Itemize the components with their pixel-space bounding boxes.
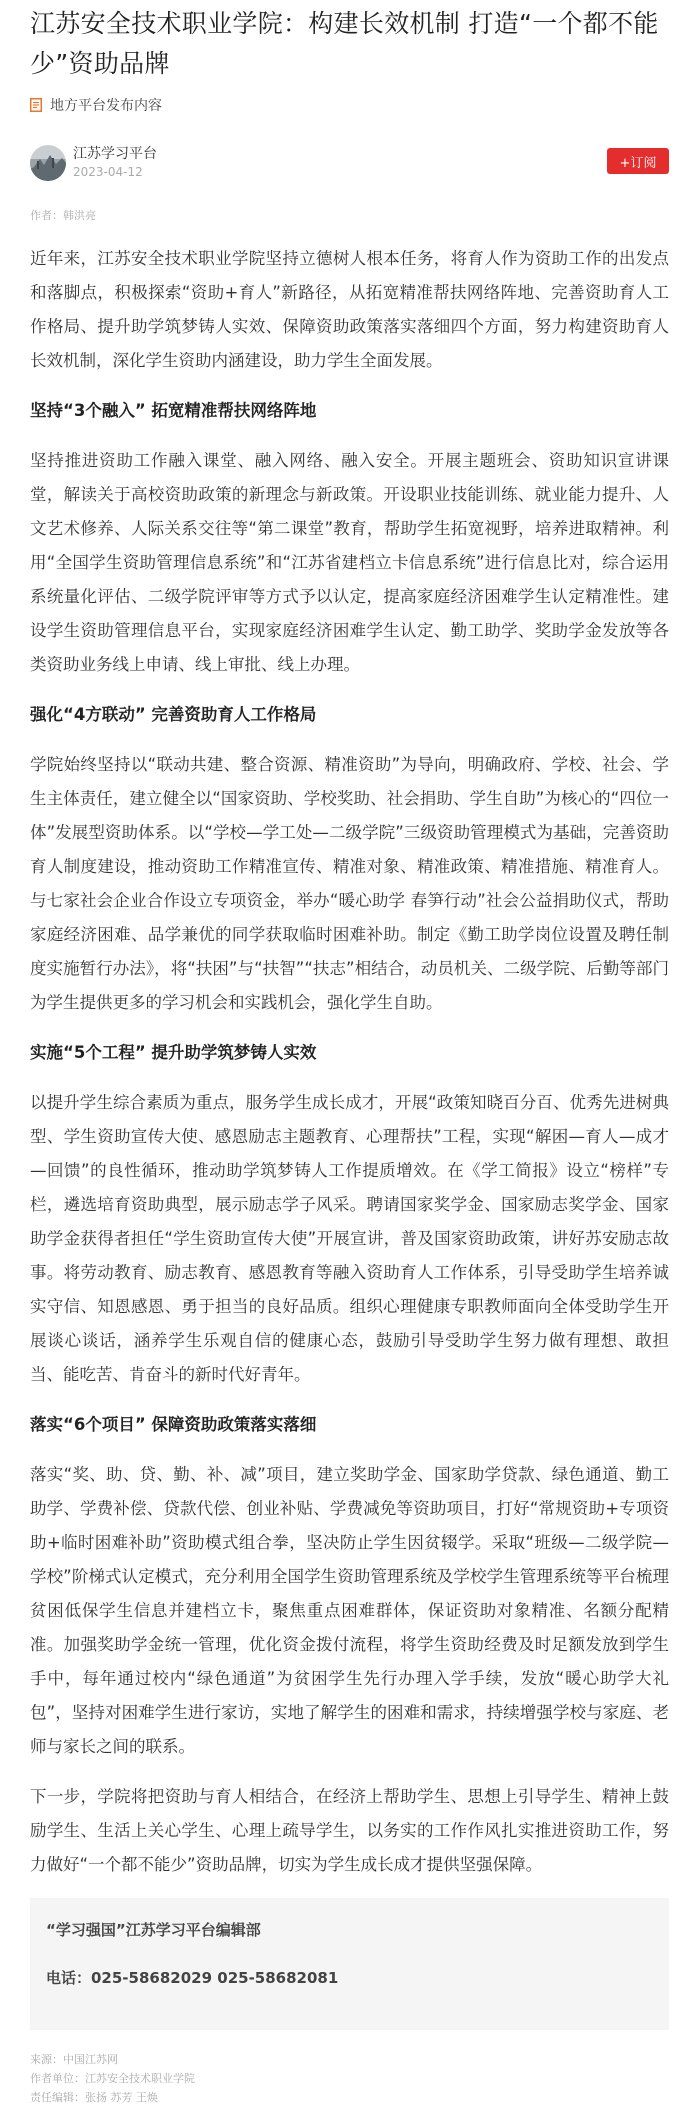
- section-heading-3: 实施“5个工程” 提升助学筑梦铸人实效: [30, 1043, 317, 1062]
- publisher-avatar[interactable]: [30, 145, 66, 181]
- paragraph-section-3: 以提升学生综合素质为重点，服务学生成长成才，开展“政策知晓百分百、优秀先进树典型、学生资助宣传大使、感恩励志主题教育、心理帮扶”工程，实现“解困—育人—成才—回馈”的良性循环，推动助学筑梦铸人工作提质增效。在《学工简报》设立“榜样”专栏，遴选培育资助典型，展示励志学子风采。聘请国家奖学金、国家励志奖学金、国家助学金获得者担任“学生资助宣传大使”开展宣讲，普及国家资助政策，讲好苏安励志故事。将劳动教育、励志教育、感恩教育等融入资助育人工作体系，引导受助学生培养诚实守信、知恩感恩、勇于担当的良好品质。组织心理健康专职教师面向全体受助学生开展谈心谈话，涵养学生乐观自信的健康心态，鼓励引导受助学生努力做有理想、敢担当、能吃苦、肯奋斗的新时代好青年。: [30, 1093, 669, 1384]
- section-heading-1: 坚持“3个融入” 拓宽精准帮扶网络阵地: [30, 401, 317, 420]
- paragraph-section-4: 落实“奖、助、贷、勤、补、减”项目，建立奖助学金、国家助学贷款、绿色通道、勤工助学、学费补偿、贷款代偿、创业补贴、学费减免等资助项目，打好“常规资助+专项资助+临时困难补助”资助模式组合拳，坚决防止学生因贫辍学。采取“班级—二级学院—学校”阶梯式认定模式，充分利用全国学生资助管理系统及学校学生管理系统等平台梳理贫困低保学生信息并建档立卡，聚焦重点困难群体，保证资助对象精准、名额分配精准。加强奖助学金统一管理，优化资金拨付流程，将学生资助经费及时足额发放到学生手中，每年通过校内“绿色通道”为贫困学生先行办理入学手续，发放“暖心助学大礼包”，坚持对困难学生进行家访，实地了解学生的困难和需求，持续增强学校与家庭、老师与家长之间的联系。: [30, 1465, 669, 1756]
- publisher-row: [30, 142, 669, 184]
- publisher-meta: [73, 145, 157, 181]
- paragraph-section-2: 学院始终坚持以“联动共建、整合资源、精准资助”为导向，明确政府、学校、社会、学生主体责任，建立健全以“国家资助、学校奖助、社会捐助、学生自助”为核心的“四位一体”发展型资助体系。以“学校—学工处—二级学院”三级资助管理模式为基础，完善资助育人制度建设，推动资助工作精准宣传、精准对象、精准政策、精准措施、精准育人。与七家社会企业合作设立专项资金，举办“暖心助学 春笋行动”社会公益捐助仪式，帮助家庭经济困难、品学兼优的同学获取临时困难补助。制定《勤工助学岗位设置及聘任制度实施暂行办法》，将“扶困”与“扶智”“扶志”相结合，动员机关、二级学院、后勤等部门为学生提供更多的学习机会和实践机会，强化学生自助。: [30, 755, 669, 1012]
- publisher-name[interactable]: 江苏学习平台: [73, 146, 157, 162]
- article-content: [30, 242, 669, 1882]
- author-byline: 作者：韩洪亮: [30, 209, 96, 222]
- article-footer: [30, 2050, 669, 2107]
- article-title: 江苏安全技术职业学院：构建长效机制 打造“一个都不能少”资助品牌: [30, 9, 659, 78]
- source-tag-label: 地方平台发布内容: [50, 98, 162, 114]
- paragraph-conclusion: 下一步，学院将把资助与育人相结合，在经济上帮助学生、思想上引导学生、精神上鼓励学生、生活上关心学生、心理上疏导学生，以务实的工作作风扎实推进资助工作，努力做好“一个都不能少”资助品牌，切实为学生成长成才提供坚强保障。: [30, 1787, 669, 1874]
- footer-author-unit: 作者单位：江苏安全技术职业学院: [30, 2072, 195, 2085]
- editorial-phone: 电话：025-58682029 025-58682081: [46, 1969, 339, 1987]
- section-heading-2: 强化“4方联动” 完善资助育人工作格局: [30, 705, 317, 724]
- footer-source: 来源：中国江苏网: [30, 2053, 118, 2066]
- source-tag: [30, 94, 669, 116]
- editorial-contact-box: [30, 1898, 669, 2030]
- footer-editor: 责任编辑：张扬 苏芳 王焕: [30, 2091, 158, 2104]
- document-icon: [30, 98, 42, 112]
- paragraph-intro: 近年来，江苏安全技术职业学院坚持立德树人根本任务，将育人作为资助工作的出发点和落脚点，积极探索“资助+育人”新路径，从拓宽精准帮扶网络阵地、完善资助育人工作格局、提升助学筑梦铸人实效、保障资助政策落实落细四个方面，努力构建资助育人长效机制，深化学生资助内涵建设，助力学生全面发展。: [30, 249, 669, 370]
- subscribe-button[interactable]: +订阅: [607, 148, 669, 174]
- publish-date: 2023-04-12: [73, 165, 143, 179]
- editorial-department: “学习强国”江苏学习平台编辑部: [46, 1921, 261, 1939]
- paragraph-section-1: 坚持推进资助工作融入课堂、融入网络、融入安全。开展主题班会、资助知识宣讲课堂，解读关于高校资助政策的新理念与新政策。开设职业技能训练、就业能力提升、人文艺术修养、人际关系交往等“第二课堂”教育，帮助学生拓宽视野，培养进取精神。利用“全国学生资助管理信息系统”和“江苏省建档立卡信息系统”进行信息比对，综合运用系统量化评估、二级学院评审等方式予以认定，提高家庭经济困难学生认定精准性。建设学生资助管理信息平台，实现家庭经济困难学生认定、勤工助学、奖助学金发放等各类资助业务线上申请、线上审批、线上办理。: [30, 451, 669, 674]
- section-heading-4: 落实“6个项目” 保障资助政策落实落细: [30, 1415, 317, 1434]
